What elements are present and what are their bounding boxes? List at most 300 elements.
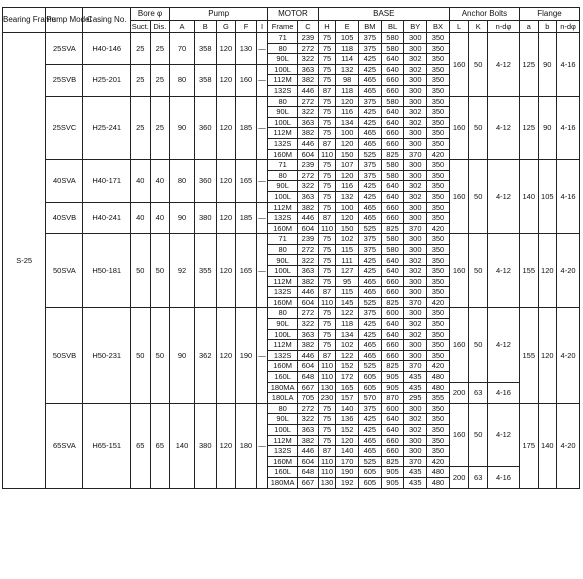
motor-frame-cell: 90L <box>268 107 298 118</box>
anchor-ndphi-cell: 4-16 <box>487 467 519 488</box>
motor-c-cell: 322 <box>298 255 319 266</box>
base-bx-cell: 350 <box>427 85 450 96</box>
base-bl-cell: 825 <box>381 223 404 234</box>
base-by-cell: 435 <box>404 382 427 393</box>
bore-dis-cell: 40 <box>150 160 170 202</box>
base-bx-cell: 350 <box>427 287 450 298</box>
base-by-cell: 302 <box>404 424 427 435</box>
base-h-cell: 110 <box>318 297 336 308</box>
motor-c-cell: 648 <box>298 467 319 478</box>
base-h-cell: 75 <box>318 191 336 202</box>
anchor-k-cell: 50 <box>469 403 488 467</box>
base-bl-cell: 580 <box>381 33 404 44</box>
base-bx-cell: 350 <box>427 403 450 414</box>
motor-frame-cell: 132S <box>268 138 298 149</box>
pump-g-cell: 120 <box>216 234 236 308</box>
motor-frame-cell: 80 <box>268 170 298 181</box>
pump-i-cell: — <box>256 403 267 488</box>
flange-ndphi-cell: 4-16 <box>557 160 580 234</box>
base-e-cell: 132 <box>336 191 359 202</box>
base-bx-cell: 480 <box>427 382 450 393</box>
base-bx-cell: 350 <box>427 234 450 245</box>
casing-no-cell: H50-231 <box>83 308 130 403</box>
pump-g-cell: 120 <box>216 308 236 403</box>
motor-c-cell: 239 <box>298 33 319 44</box>
base-e-cell: 136 <box>336 414 359 425</box>
bx-header: BX <box>427 21 450 33</box>
motor-c-cell: 272 <box>298 96 319 107</box>
base-by-cell: 435 <box>404 372 427 383</box>
motor-c-cell: 363 <box>298 329 319 340</box>
base-e-cell: 102 <box>336 340 359 351</box>
suct-header: Suct. <box>131 21 149 31</box>
base-h-cell: 75 <box>318 319 336 330</box>
motor-frame-cell: 180MA <box>268 477 298 488</box>
pump-f-cell: 185 <box>236 96 257 160</box>
base-by-cell: 300 <box>404 308 427 319</box>
motor-c-cell: 446 <box>298 446 319 457</box>
k-header: K <box>469 21 488 33</box>
base-h-cell: 110 <box>318 372 336 383</box>
base-bl-cell: 580 <box>381 96 404 107</box>
base-h-cell: 87 <box>318 138 336 149</box>
base-by-cell: 302 <box>404 117 427 128</box>
base-bm-cell: 525 <box>358 223 381 234</box>
flange-b-cell: 140 <box>538 403 557 488</box>
base-bx-cell: 350 <box>427 446 450 457</box>
table-row <box>3 403 580 414</box>
pump-b-cell: 355 <box>194 234 216 308</box>
pump-g-cell: 120 <box>216 96 236 160</box>
base-bm-cell: 570 <box>358 393 381 404</box>
base-e-cell: 107 <box>336 160 359 171</box>
base-by-cell: 370 <box>404 456 427 467</box>
base-h-cell: 75 <box>318 424 336 435</box>
base-e-cell: 140 <box>336 446 359 457</box>
motor-frame-cell: 112M <box>268 340 298 351</box>
anchor-ndphi-cell: 4-12 <box>487 403 519 467</box>
pump-model-cell: 65SVA <box>46 403 83 488</box>
flange-ndphi-header: n-dφ <box>557 21 580 33</box>
base-bl-cell: 825 <box>381 297 404 308</box>
base-by-cell: 300 <box>404 170 427 181</box>
base-bm-cell: 465 <box>358 202 381 213</box>
motor-c-cell: 446 <box>298 85 319 96</box>
base-by-cell: 295 <box>404 393 427 404</box>
anchor-l-cell: 160 <box>449 308 469 382</box>
pump-a-cell: 90 <box>170 202 195 234</box>
dis-header: Dis. <box>150 21 170 33</box>
motor-c-cell: 322 <box>298 319 319 330</box>
base-bx-cell: 350 <box>427 213 450 224</box>
bore-dis-cell: 25 <box>150 33 170 65</box>
base-h-cell: 87 <box>318 446 336 457</box>
bore-dis-cell: 50 <box>150 234 170 308</box>
base-e-cell: 134 <box>336 329 359 340</box>
flange-a-cell: 125 <box>519 96 538 160</box>
base-e-cell: 120 <box>336 213 359 224</box>
motor-frame-cell: 160M <box>268 223 298 234</box>
flange-b-header: b <box>538 21 557 33</box>
base-bm-cell: 375 <box>358 43 381 54</box>
casing-no-cell: H25-201 <box>83 64 130 96</box>
base-bm-cell: 425 <box>358 424 381 435</box>
bore-suct-cell: 25 <box>130 33 150 65</box>
pump-f-cell: 165 <box>236 234 257 308</box>
base-bm-cell: 465 <box>358 435 381 446</box>
base-e-cell: 118 <box>336 43 359 54</box>
base-h-cell: 75 <box>318 234 336 245</box>
base-bl-cell: 870 <box>381 393 404 404</box>
casing-no-cell: H40-146 <box>83 33 130 65</box>
motor-c-cell: 322 <box>298 54 319 65</box>
base-bl-cell: 660 <box>381 138 404 149</box>
pump-model-cell: 25SVB <box>46 64 83 96</box>
bore-suct-cell: 25 <box>130 96 150 160</box>
motor-frame-cell: 80 <box>268 96 298 107</box>
base-h-cell: 75 <box>318 276 336 287</box>
base-h-cell: 75 <box>318 107 336 118</box>
motor-c-cell: 272 <box>298 308 319 319</box>
base-bx-cell: 350 <box>427 424 450 435</box>
base-bx-cell: 350 <box>427 170 450 181</box>
base-e-cell: 105 <box>336 33 359 44</box>
flange-a-cell: 175 <box>519 403 538 488</box>
casing-no-cell: H40-171 <box>83 160 130 202</box>
flange-ndphi-cell: 4-16 <box>557 33 580 97</box>
motor-frame-cell: 112M <box>268 435 298 446</box>
base-bx-cell: 350 <box>427 138 450 149</box>
base-e-cell: 98 <box>336 75 359 86</box>
motor-frame-cell: 100L <box>268 64 298 75</box>
pump-i-cell: — <box>256 160 267 202</box>
motor-frame-cell: 90L <box>268 181 298 192</box>
base-bl-cell: 825 <box>381 149 404 160</box>
pump-i-cell: — <box>256 308 267 403</box>
anchor-k-cell: 50 <box>469 308 488 382</box>
base-by-cell: 300 <box>404 96 427 107</box>
base-h-cell: 75 <box>318 202 336 213</box>
base-bx-cell: 350 <box>427 117 450 128</box>
motor-frame-cell: 71 <box>268 160 298 171</box>
base-bx-cell: 350 <box>427 33 450 44</box>
motor-frame-cell: 112M <box>268 128 298 139</box>
bore-dis-cell: 25 <box>150 96 170 160</box>
base-e-cell: 122 <box>336 308 359 319</box>
base-e-cell: 157 <box>336 393 359 404</box>
base-bl-cell: 600 <box>381 403 404 414</box>
base-bx-cell: 350 <box>427 160 450 171</box>
base-bx-cell: 420 <box>427 456 450 467</box>
base-e-cell: 111 <box>336 255 359 266</box>
motor-c-cell: 322 <box>298 107 319 118</box>
motor-frame-cell: 90L <box>268 319 298 330</box>
base-h-cell: 75 <box>318 414 336 425</box>
pump-f-cell: 180 <box>236 403 257 488</box>
base-bm-cell: 375 <box>358 96 381 107</box>
table-row <box>3 234 580 245</box>
pump-a-cell: 140 <box>170 403 195 488</box>
bore-suct-cell: 50 <box>130 234 150 308</box>
motor-frame-cell: 71 <box>268 33 298 44</box>
pump-model-cell: 50SVA <box>46 234 83 308</box>
pump-model-cell: 25SVA <box>46 33 83 65</box>
base-bx-cell: 350 <box>427 43 450 54</box>
base-bm-cell: 465 <box>358 213 381 224</box>
base-header: BASE <box>318 8 449 21</box>
base-h-cell: 110 <box>318 223 336 234</box>
base-e-cell: 152 <box>336 361 359 372</box>
base-bl-cell: 905 <box>381 467 404 478</box>
anchor-l-cell: 200 <box>449 467 469 488</box>
motor-frame-cell: 90L <box>268 414 298 425</box>
base-bl-cell: 640 <box>381 117 404 128</box>
bore-dis-cell: 40 <box>150 202 170 234</box>
base-bl-cell: 640 <box>381 329 404 340</box>
base-bx-cell: 420 <box>427 297 450 308</box>
pump-a-cell: 80 <box>170 160 195 202</box>
anchor-l-cell: 160 <box>449 403 469 467</box>
motor-frame-cell: 112M <box>268 202 298 213</box>
motor-frame-cell: 100L <box>268 424 298 435</box>
motor-frame-cell: 160L <box>268 372 298 383</box>
base-bl-cell: 660 <box>381 75 404 86</box>
base-bx-cell: 350 <box>427 75 450 86</box>
anchor-ndphi-cell: 4-16 <box>487 382 519 403</box>
base-bm-cell: 375 <box>358 244 381 255</box>
base-h-cell: 75 <box>318 340 336 351</box>
bore-suct-cell: 25 <box>130 64 150 96</box>
base-e-cell: 127 <box>336 266 359 277</box>
motor-c-cell: 382 <box>298 128 319 139</box>
pump-i-cell: — <box>256 33 267 65</box>
base-by-cell: 302 <box>404 181 427 192</box>
base-bl-cell: 660 <box>381 446 404 457</box>
base-bl-cell: 640 <box>381 424 404 435</box>
base-h-cell: 110 <box>318 467 336 478</box>
base-bx-cell: 480 <box>427 477 450 488</box>
base-h-cell: 130 <box>318 477 336 488</box>
motor-frame-cell: 112M <box>268 276 298 287</box>
motor-frame-cell: 112M <box>268 75 298 86</box>
anchor-ndphi-cell: 4-12 <box>487 160 519 234</box>
pump-g-cell: 120 <box>216 160 236 202</box>
base-bl-cell: 660 <box>381 213 404 224</box>
motor-header: MOTOR <box>268 8 319 21</box>
flange-ndphi-cell: 4-20 <box>557 308 580 403</box>
pump-a-cell: 80 <box>170 64 195 96</box>
motor-c-cell: 272 <box>298 403 319 414</box>
anchor-k-cell: 63 <box>469 382 488 403</box>
anchor-l-cell: 160 <box>449 234 469 308</box>
motor-c-cell: 272 <box>298 43 319 54</box>
base-bx-cell: 350 <box>427 244 450 255</box>
pump-g-cell: 120 <box>216 202 236 234</box>
anchor-k-cell: 63 <box>469 467 488 488</box>
base-e-cell: 100 <box>336 128 359 139</box>
base-h-cell: 75 <box>318 75 336 86</box>
base-h-cell: 87 <box>318 85 336 96</box>
base-h-cell: 75 <box>318 266 336 277</box>
motor-c-cell: 604 <box>298 361 319 372</box>
a-header: A <box>170 21 195 33</box>
table-row <box>3 308 580 319</box>
motor-frame-cell: 100L <box>268 191 298 202</box>
base-bm-cell: 425 <box>358 107 381 118</box>
motor-c-cell: 382 <box>298 75 319 86</box>
base-bm-cell: 465 <box>358 85 381 96</box>
base-by-cell: 300 <box>404 75 427 86</box>
motor-frame-cell: 80 <box>268 403 298 414</box>
base-h-cell: 75 <box>318 435 336 446</box>
anchor-ndphi-cell: 4-12 <box>487 234 519 308</box>
base-bm-cell: 425 <box>358 64 381 75</box>
pump-i-cell: — <box>256 64 267 96</box>
base-e-cell: 190 <box>336 467 359 478</box>
base-bx-cell: 350 <box>427 414 450 425</box>
base-h-cell: 110 <box>318 361 336 372</box>
motor-frame-cell: 160M <box>268 361 298 372</box>
base-bm-cell: 425 <box>358 266 381 277</box>
base-bx-cell: 350 <box>427 276 450 287</box>
base-bm-cell: 465 <box>358 75 381 86</box>
base-h-cell: 87 <box>318 287 336 298</box>
pump-b-cell: 358 <box>194 64 216 96</box>
base-h-cell: 75 <box>318 329 336 340</box>
base-bx-cell: 350 <box>427 350 450 361</box>
base-h-cell: 230 <box>318 393 336 404</box>
motor-frame-cell: 132S <box>268 287 298 298</box>
pump-f-cell: 190 <box>236 308 257 403</box>
motor-frame-cell: 80 <box>268 308 298 319</box>
flange-b-cell: 90 <box>538 96 557 160</box>
pump-f-cell: 185 <box>236 202 257 234</box>
motor-frame-cell: 100L <box>268 266 298 277</box>
motor-c-cell: 446 <box>298 287 319 298</box>
base-by-cell: 300 <box>404 446 427 457</box>
base-bm-cell: 425 <box>358 54 381 65</box>
base-e-cell: 192 <box>336 477 359 488</box>
base-e-cell: 115 <box>336 244 359 255</box>
pump-i-cell: — <box>256 96 267 160</box>
base-bl-cell: 825 <box>381 456 404 467</box>
base-bm-cell: 375 <box>358 160 381 171</box>
anchor-bolts-header: Anchor Bolts <box>449 8 519 21</box>
base-e-cell: 120 <box>336 435 359 446</box>
motor-frame-cell: 132S <box>268 85 298 96</box>
casing-no-cell: H50-181 <box>83 234 130 308</box>
motor-frame-cell: 160M <box>268 297 298 308</box>
bm-header: BM <box>358 21 381 33</box>
flange-b-cell: 90 <box>538 33 557 97</box>
casing-no-cell: H40-241 <box>83 202 130 234</box>
base-h-cell: 130 <box>318 382 336 393</box>
bore-dis-cell: 65 <box>150 403 170 488</box>
base-bl-cell: 640 <box>381 255 404 266</box>
flange-b-cell: 120 <box>538 308 557 403</box>
motor-c-cell: 667 <box>298 382 319 393</box>
casing-no-cell: H65-151 <box>83 403 130 488</box>
base-h-cell: 75 <box>318 43 336 54</box>
motor-frame-cell: 180MA <box>268 382 298 393</box>
motor-c-cell: 322 <box>298 181 319 192</box>
base-by-cell: 302 <box>404 255 427 266</box>
i-header: I <box>256 21 267 33</box>
base-bx-cell: 350 <box>427 255 450 266</box>
motor-c-cell: 382 <box>298 435 319 446</box>
base-e-cell: 152 <box>336 424 359 435</box>
anchor-k-cell: 50 <box>469 33 488 97</box>
base-bm-cell: 425 <box>358 181 381 192</box>
bearing-frame-header: Bearing Frame <box>3 8 46 33</box>
base-by-cell: 300 <box>404 403 427 414</box>
base-bm-cell: 525 <box>358 149 381 160</box>
base-by-cell: 302 <box>404 319 427 330</box>
base-by-cell: 302 <box>404 191 427 202</box>
base-h-cell: 75 <box>318 117 336 128</box>
anchor-l-cell: 160 <box>449 33 469 97</box>
base-by-cell: 300 <box>404 202 427 213</box>
pump-g-cell: 120 <box>216 64 236 96</box>
motor-c-cell: 705 <box>298 393 319 404</box>
base-by-cell: 300 <box>404 138 427 149</box>
base-bm-cell: 425 <box>358 255 381 266</box>
base-h-cell: 75 <box>318 181 336 192</box>
base-bl-cell: 660 <box>381 340 404 351</box>
base-bm-cell: 605 <box>358 372 381 383</box>
motor-c-cell: 604 <box>298 149 319 160</box>
base-h-cell: 110 <box>318 149 336 160</box>
base-bl-cell: 580 <box>381 170 404 181</box>
l-header: L <box>449 21 469 33</box>
base-e-cell: 132 <box>336 64 359 75</box>
base-bm-cell: 425 <box>358 414 381 425</box>
bore-dis-cell: 25 <box>150 64 170 96</box>
motor-frame-cell: 80 <box>268 244 298 255</box>
base-bm-cell: 525 <box>358 456 381 467</box>
base-e-cell: 100 <box>336 202 359 213</box>
base-bm-cell: 465 <box>358 446 381 457</box>
g-header: G <box>216 21 236 33</box>
anchor-l-cell: 160 <box>449 160 469 234</box>
base-bx-cell: 350 <box>427 266 450 277</box>
base-by-cell: 370 <box>404 149 427 160</box>
base-e-cell: 120 <box>336 170 359 181</box>
base-by-cell: 302 <box>404 54 427 65</box>
base-bl-cell: 905 <box>381 372 404 383</box>
base-bm-cell: 605 <box>358 477 381 488</box>
b-header: B <box>194 21 216 33</box>
base-bx-cell: 350 <box>427 128 450 139</box>
base-e-cell: 172 <box>336 372 359 383</box>
base-e-cell: 134 <box>336 117 359 128</box>
motor-frame-cell: 90L <box>268 255 298 266</box>
base-e-cell: 118 <box>336 319 359 330</box>
pump-model-header: Pump Model <box>46 8 83 33</box>
pump-b-cell: 360 <box>194 160 216 202</box>
base-bx-cell: 350 <box>427 181 450 192</box>
base-by-cell: 300 <box>404 43 427 54</box>
anchor-l-cell: 200 <box>449 382 469 403</box>
base-h-cell: 75 <box>318 403 336 414</box>
anchor-k-cell: 50 <box>469 160 488 234</box>
flange-a-header: a <box>519 21 538 33</box>
base-e-cell: 95 <box>336 276 359 287</box>
base-bl-cell: 825 <box>381 361 404 372</box>
table-body <box>3 33 580 489</box>
base-e-cell: 116 <box>336 107 359 118</box>
base-bl-cell: 580 <box>381 43 404 54</box>
